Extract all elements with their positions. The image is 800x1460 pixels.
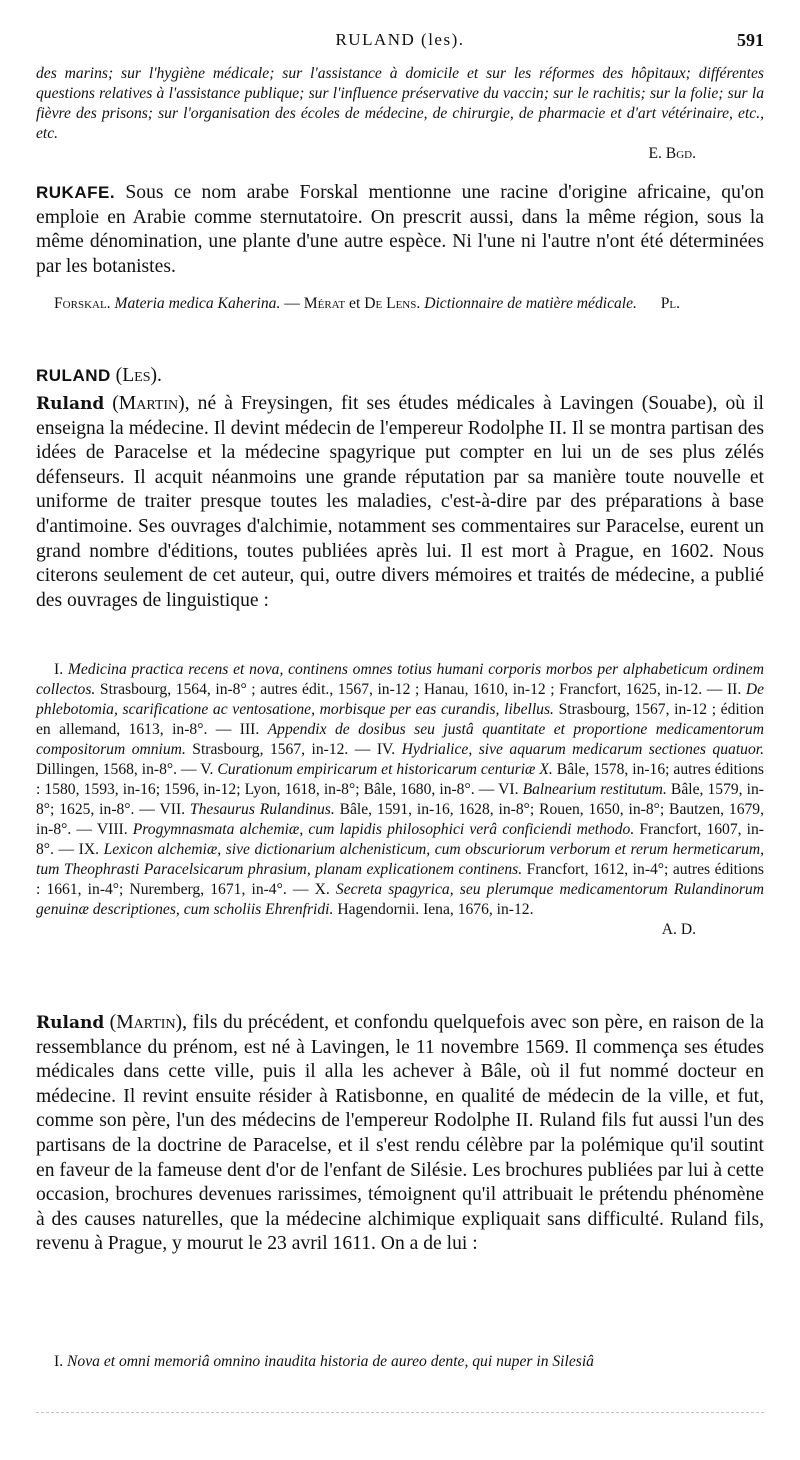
author-signature: A. D. [661, 921, 696, 938]
bottom-rule [36, 1412, 764, 1415]
work-number: I. [54, 1353, 67, 1370]
ref-separator: — [280, 295, 304, 312]
continuation-text: des marins; sur l'hygiène médicale; sur l'assistance à domicile et sur les réformes des hôpitaux; différentes questions relatives à l'assistance publique; sur l'influence préservative du vaccin; sur le rachitis; sur la folie; sur la fièvre des prisons; sur l'organisation des écoles de médecine, de chirurgie, de pharmacie et d'art vétérinaire, etc., etc. [36, 65, 764, 142]
author-signature: E. Bgd. [648, 145, 696, 162]
work-publication: Dillingen, 1568, in-8°. — [36, 761, 201, 778]
ref-author: De Lens. [364, 295, 421, 312]
work-title: Medicina practica recens et nova, continens omnes totius humani corporis morbos per alphabeticum ordinem collectos. [36, 661, 764, 698]
entry-headword-suffix: (Les). [110, 365, 162, 386]
entry-ruland-father [36, 392, 764, 613]
work-publication: Bâle, 1591, in-16, 1628, in-8°; Rouen, 1650, in-8°; Bautzen, 1679, in-8°. — [36, 801, 764, 838]
work-publication: Francfort, 1607, in-8°. — [36, 821, 765, 858]
work-publication: Bâle, 1579, in-8°; 1625, in-8°. — [36, 781, 764, 818]
work-number: VIII. [96, 821, 133, 838]
work-title: Nova et omni memoriâ omnino inaudita historia de aureo dente, qui nuper in Silesiâ [67, 1353, 594, 1370]
rukafe-text: Sous ce nom arabe Forskal mentionne une racine d'origine africaine, qu'on emploie en Arabie comme sternutatoire. On prescrit aussi, dans la même région, sous la même dénomination, une plante d'une autre espèce. Ni l'une ni l'autre n'ont été déterminées par les botanistes. [36, 182, 764, 277]
entry-rukafe [36, 181, 764, 279]
ruland-son-works [36, 1352, 764, 1372]
previous-entry-continuation [36, 64, 764, 164]
work-publication: Bâle, 1578, in-16; autres éditions : 1580, 1593, in-16; 1596, in-12; Lyon, 1618, in-8°; Bâle, 1680, in-8°. — [36, 761, 764, 798]
ruland-son-paragraph [36, 1011, 764, 1257]
work-number: II. [726, 681, 746, 698]
work-title: Hydrialice, sive aquarum medicarum sectiones quatuor. [401, 741, 764, 758]
author-signature: Pl. [660, 295, 680, 312]
entry-headword: RULAND [36, 366, 111, 385]
ref-author: Mérat [303, 295, 346, 312]
work-title: Curationum empiricarum et historicarum centuriæ X. [217, 761, 553, 778]
entry-ruland-son [36, 1011, 764, 1257]
person-name: Ruland [36, 1013, 105, 1033]
work-title: De phlebotomia, scarificatione ac ventosatione, morbisque per eas curandis, libellus. [36, 681, 764, 718]
entry-ruland-heading [36, 364, 764, 389]
ruland-father-text: , né à Freysingen, fit ses études médicales à Lavingen (Souabe), où il enseigna la médecine. Il devint médecin de l'empereur Rodolphe II. Il se montra partisan des idées de Paracelse et la médecine spagyrique put compter en lui un de ses plus zélés défenseurs. Il acquit néanmoins une grande réputation par sa manière toute nouvelle et uniforme de traiter presque toutes les maladies, c'est-à-dire par des préparations à base d'antimoine. Ses ouvrages d'alchimie, notamment ses commentaires sur Paracelse, eurent un grand nombre d'éditions, toutes publiées après lui. Il est mort à Prague, en 1602. Nous citerons seulement de cet auteur, qui, outre divers mémoires et traités de médecine, a publié des ouvrages de linguistique : [36, 393, 764, 611]
work-number: IX. [78, 841, 104, 858]
work-publication: Hagendornii. Iena, 1676, in-12. [333, 901, 534, 918]
rukafe-paragraph [36, 181, 764, 279]
running-title: RULAND (les). [335, 30, 465, 49]
ruland-father-works [36, 660, 764, 940]
works-list [36, 660, 764, 920]
page-number: 591 [737, 30, 764, 50]
work-number: VI. [498, 781, 523, 798]
work-publication: Strasbourg, 1567, in-12. — [185, 741, 377, 758]
work-title: Appendix de dosibus seu justâ quantitate et proportione medicamentorum compositorum omnium. [36, 721, 764, 758]
ref-title: Materia medica Kaherina. [114, 295, 281, 312]
work-title: Progymnasmata alchemiæ, cum lapidis philosophici verâ conficiendi methodo. [132, 821, 635, 838]
person-given-name: (Martin) [104, 393, 185, 414]
works-list [36, 1352, 764, 1372]
person-given-name: (Martin) [104, 1012, 183, 1033]
work-number: VII. [159, 801, 190, 818]
work-number: IV. [376, 741, 402, 758]
work-number: V. [200, 761, 218, 778]
ruland-father-paragraph [36, 392, 764, 613]
person-name: Ruland [36, 394, 105, 414]
dictionary-page [36, 0, 764, 1460]
work-title: Balnearium restitutum. [522, 781, 667, 798]
work-publication: Strasbourg, 1564, in-8° ; autres édit., 1567, in-12 ; Hanau, 1610, in-12 ; Francfort, 1625, in-12. — [95, 681, 727, 698]
ruland-heading-line [36, 364, 764, 389]
work-number: I. [54, 661, 68, 678]
entry-headword: RUKAFE. [36, 183, 116, 202]
ref-author: Forskal. [54, 295, 111, 312]
work-title: Thesaurus Rulandinus. [189, 801, 335, 818]
ruland-son-text: , fils du précédent, et confondu quelquefois avec son père, en raison de la ressemblance du prénom, est né à Lavingen, le 11 novembre 1569. Il commença ses études médicales dans cette ville, puis il alla les achever à Bâle, où il fut nommé docteur en médecine. Il revint ensuite résider à Ratisbonne, en qualité de médecin de la ville, et fut, comme son père, l'un des médecins de l'empereur Rodolphe II. Ruland fils fut aussi l'un des partisans de la doctrine de Paracelse, et il s'est rendu célèbre par la polémique qu'il soutint en faveur de la fameuse dent d'or de l'enfant de Silésie. Les brochures publiées par lui à cette occasion, brochures devenues rarissimes, témoignent qu'il attribuait le prétendu phénomène à des causes naturelles, que la médecine alchimique expliquait sans difficulté. Ruland fils, revenu à Prague, y mourut le 23 avril 1611. On a de lui : [36, 1012, 764, 1255]
work-publication: Strasbourg, 1567, in-12 ; édition en allemand, 1613, in-8°. — [36, 701, 764, 738]
work-publication: Francfort, 1612, in-4°; autres éditions : 1661, in-4°; Nuremberg, 1671, in-4°. — [36, 861, 764, 898]
ref-title: Dictionnaire de matière médicale. [424, 295, 637, 312]
work-number: III. [239, 721, 268, 738]
work-title: Secreta spagyrica, seu plerumque medicamentorum Rulandinorum genuinæ descriptiones, cum scholiis Ehrenfridi. [36, 881, 764, 918]
running-head [36, 30, 764, 54]
ref-conjunction: et [345, 295, 365, 312]
work-title: Lexicon alchemiæ, sive dictionarium alchenisticum, cum obscuriorum verborum et rerum hermeticarum, tum Theophrasti Paracelsicarum phrasium, planam explicationem continens. [36, 841, 764, 878]
work-number: X. [314, 881, 336, 898]
rukafe-references [36, 294, 764, 314]
